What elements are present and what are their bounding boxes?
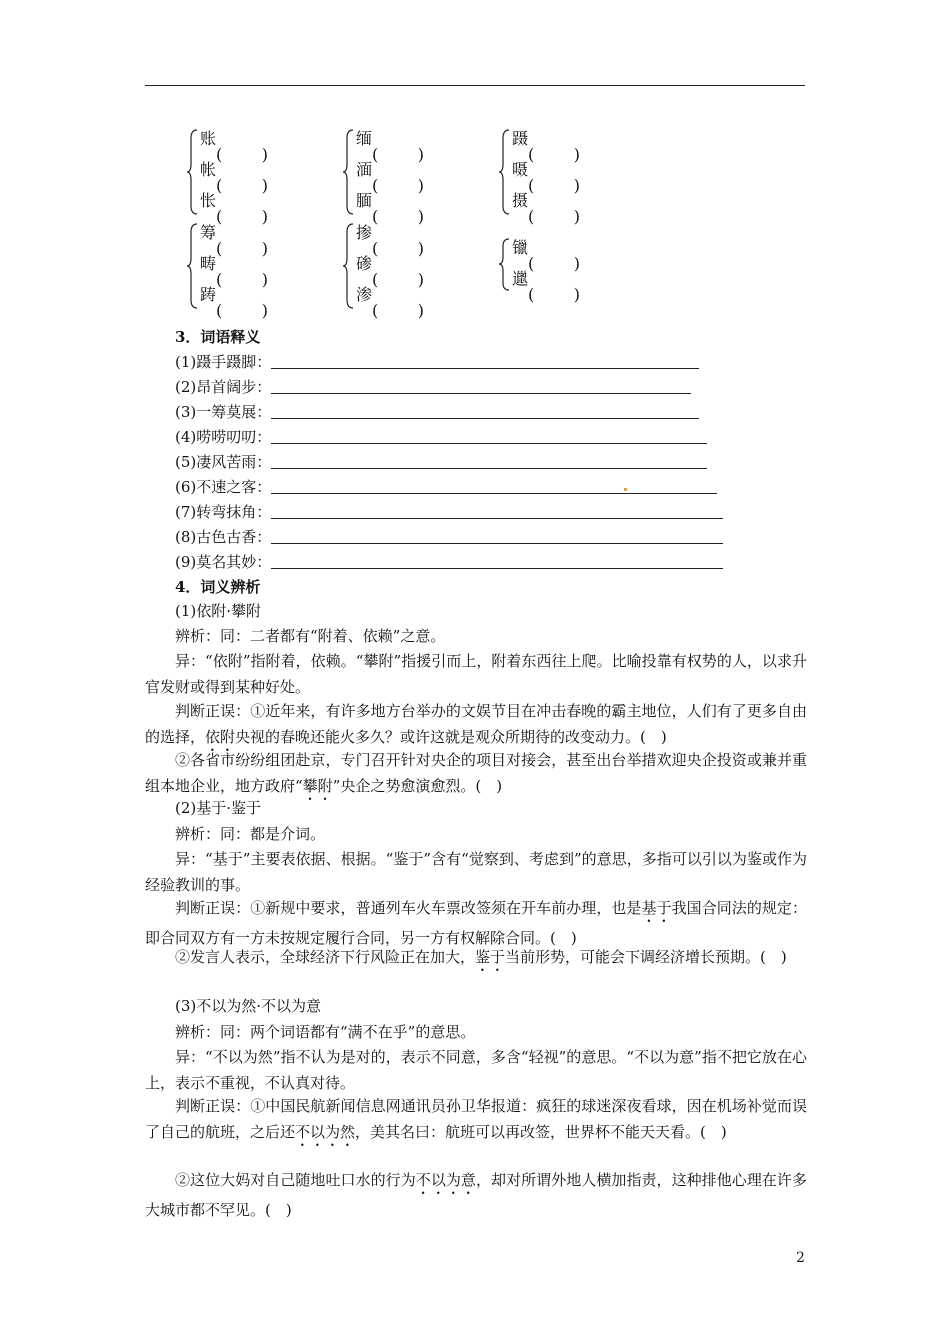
definition-line: (9)莫名其妙： xyxy=(175,551,723,573)
answer-blank[interactable] xyxy=(271,403,699,419)
char-item: 蹑 ( ) xyxy=(512,129,581,164)
header-rule xyxy=(145,85,805,86)
brace-icon xyxy=(186,128,200,216)
answer-blank[interactable] xyxy=(271,353,699,369)
brace-icon xyxy=(342,128,356,216)
sub3-question-1: 判断正误：①中国民航新闻信息网通讯员孙卫华报道：疯狂的球迷深夜看球，因在机场补觉而误了自己的航班，之后还不以为然，美其名曰：航班可以再改签，世界杯不能天天看。( ) xyxy=(145,1097,807,1141)
section3-heading: 3．词语释义 xyxy=(175,328,261,346)
sub3-question-2: ②这位大妈对自己随地吐口水的行为不以为意，却对所谓外地人横加指责，这种排他心理在许多大城市都不罕见。( ) xyxy=(145,1171,807,1219)
sub2-question-1: 判断正误：①新规中要求，普通列车火车票改签须在开车前办理，也是基于我国合同法的规定：即合同双方有一方未按规定履行合同，另一方有权解除合同。( ) xyxy=(145,899,807,947)
section4-heading: 4．词义辨析 xyxy=(175,578,261,596)
sub1-question-2: ②各省市纷纷组团赴京，专门召开针对央企的项目对接会，甚至出台举措欢迎央企投资或兼并重组本地企业，地方政府“攀附”央企之势愈演愈烈。( ) xyxy=(145,751,807,795)
definition-line: (7)转弯抹角： xyxy=(175,501,723,523)
char-item: 踌 ( ) xyxy=(200,285,269,320)
sub1-question-1: 判断正误：①近年来，有许多地方台举办的文娱节目在冲击春晚的霸主地位，人们有了更多自由的选择，依附央视的春晚还能火多久？或许这就是观众所期待的改变动力。( ) xyxy=(145,702,807,746)
emphasized-word: 攀附 xyxy=(302,776,333,795)
char-item: 怅 ( ) xyxy=(200,191,269,226)
char-item: 摄 ( ) xyxy=(512,191,581,226)
answer-blank[interactable] xyxy=(271,378,691,394)
emphasized-word: 不以为然 xyxy=(295,1122,356,1141)
answer-blank[interactable] xyxy=(271,478,717,494)
char-item: 筹 ( ) xyxy=(200,223,269,258)
sub2-yi: 异：“基于”主要表依据、根据。“鉴于”含有“觉察到、考虑到”的意思，多指可以引以为鉴或作为经验教训的事。 xyxy=(145,850,807,894)
sub3-bianxi: 辨析：同：两个词语都有“满不在乎”的意思。 xyxy=(175,1023,476,1041)
char-item: 湎 ( ) xyxy=(356,160,425,195)
sub3-title: (3)不以为然·不以为意 xyxy=(175,997,322,1015)
brace-icon xyxy=(342,222,356,310)
emphasized-word: 基于 xyxy=(641,899,672,917)
char-item: 缅 ( ) xyxy=(356,129,425,164)
definition-line: (2)昂首阔步： xyxy=(175,376,691,398)
definition-line: (1)蹑手蹑脚： xyxy=(175,351,699,373)
definition-line: (8)古色古香： xyxy=(175,526,723,548)
char-item: 帐 ( ) xyxy=(200,160,269,195)
definition-line: (4)唠唠叨叨： xyxy=(175,426,707,448)
definition-line: (5)凄风苦雨： xyxy=(175,451,707,473)
char-item: 邋 ( ) xyxy=(512,269,581,304)
char-item: 畴 ( ) xyxy=(200,254,269,289)
answer-blank[interactable] xyxy=(271,453,707,469)
stray-mark xyxy=(624,488,627,491)
sub2-title: (2)基于·鉴于 xyxy=(175,799,262,817)
char-item: 渗 ( ) xyxy=(356,285,425,320)
brace-icon xyxy=(498,128,512,216)
char-item: 掺 ( ) xyxy=(356,223,425,258)
char-item: 嗫 ( ) xyxy=(512,160,581,195)
definition-line: (3)一筹莫展： xyxy=(175,401,699,423)
answer-blank[interactable] xyxy=(271,553,723,569)
char-item: 腼 ( ) xyxy=(356,191,425,226)
sub1-title: (1)依附·攀附 xyxy=(175,602,262,620)
emphasized-word: 依附 xyxy=(205,727,236,746)
char-item: 镴 ( ) xyxy=(512,238,581,273)
page-number: 2 xyxy=(796,1250,805,1266)
sub3-yi: 异：“不以为然”指不认为是对的，表示不同意，多含“轻视”的意思。“不以为意”指不把它放在心上，表示不重视，不认真对待。 xyxy=(145,1048,807,1092)
sub2-bianxi: 辨析：同：都是介词。 xyxy=(175,825,326,843)
char-item: 账 ( ) xyxy=(200,129,269,164)
emphasized-word: 不以为意 xyxy=(415,1171,476,1189)
brace-icon xyxy=(186,222,200,310)
emphasized-word: 鉴于 xyxy=(475,948,506,966)
answer-blank[interactable] xyxy=(271,428,707,444)
answer-blank[interactable] xyxy=(271,503,723,519)
answer-blank[interactable] xyxy=(271,528,723,544)
char-item: 碜 ( ) xyxy=(356,254,425,289)
brace-icon xyxy=(498,237,512,293)
definition-line: (6)不速之客： xyxy=(175,476,717,498)
sub2-question-2: ②发言人表示，全球经济下行风险正在加大，鉴于当前形势，可能会下调经济增长预期。( ) xyxy=(175,948,787,966)
sub1-bianxi: 辨析：同：二者都有“附着、依赖”之意。 xyxy=(175,627,446,645)
sub1-yi: 异：“依附”指附着，依赖。“攀附”指援引而上，附着东西往上爬。比喻投靠有权势的人，以求升官发财或得到某种好处。 xyxy=(145,652,807,696)
